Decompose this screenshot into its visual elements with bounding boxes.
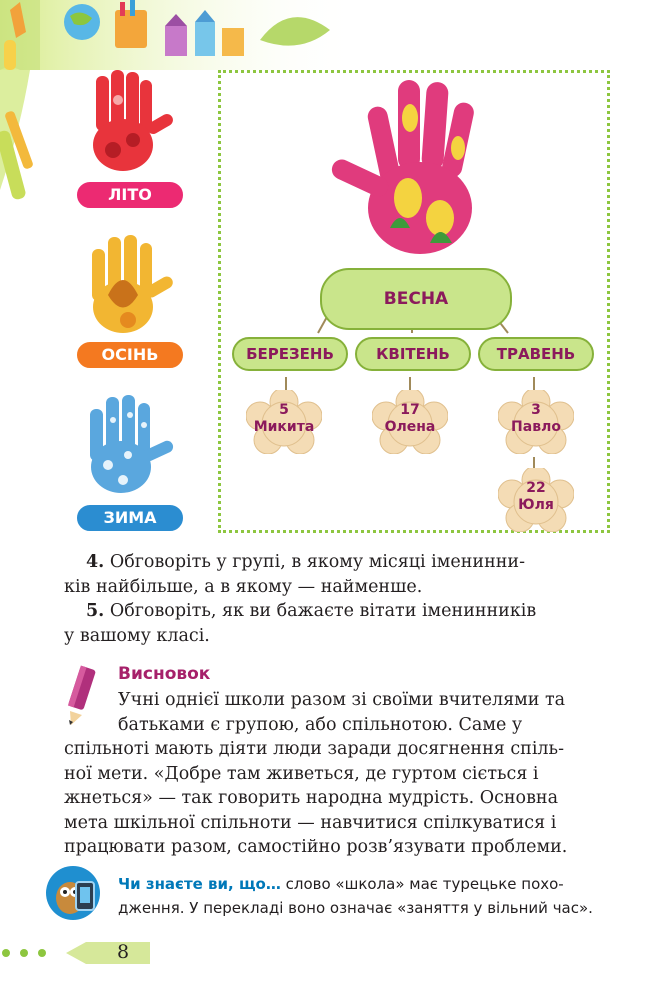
conclusion-line: жнеться» — так говорить народна мудрість. Основна bbox=[64, 788, 559, 808]
month-node-april: КВІТЕНЬ bbox=[355, 337, 471, 371]
conclusion-line: мета шкільної спільноти — навчитися спілкуватися і bbox=[64, 812, 557, 833]
birthday-name: Павло bbox=[511, 419, 561, 435]
task-item bbox=[64, 599, 616, 624]
task-text-cont: ків найбільше, а в якому — найменше. bbox=[64, 576, 423, 597]
birthday-day: 17 bbox=[400, 402, 420, 418]
spring-hand-image bbox=[330, 78, 505, 258]
month-node-may: ТРАВЕНЬ bbox=[478, 337, 594, 371]
task-text: Обговоріть, як ви бажаєте вітати іменинників bbox=[109, 601, 537, 621]
page-number: 8 bbox=[116, 941, 130, 963]
conclusion-line: батьками є групою, або спільнотою. Саме у bbox=[118, 714, 523, 735]
did-you-know bbox=[118, 872, 618, 920]
did-you-know-text: дження. У перекладі воно означає «заняття у вільний час». bbox=[118, 899, 593, 917]
autumn-hand-image bbox=[78, 235, 178, 340]
conclusion-title: Висновок bbox=[118, 664, 211, 684]
birthday-day: 22 bbox=[526, 480, 546, 496]
birthday-flower bbox=[246, 390, 322, 454]
season-label-summer: ЛІТО bbox=[75, 180, 185, 210]
birthday-day: 3 bbox=[531, 402, 541, 418]
owl-tablet-icon bbox=[40, 862, 106, 924]
conclusion-line: ної мети. «Добре там живеться, де гуртом сіється і bbox=[64, 763, 539, 784]
conclusion-line: Учні однієї школи разом зі своїми вчителями та bbox=[118, 690, 566, 710]
task-number: 5. bbox=[86, 601, 105, 621]
birthday-flower bbox=[372, 390, 448, 454]
task-list bbox=[64, 550, 616, 648]
task-item bbox=[64, 550, 616, 575]
conclusion-line: працювати разом, самостійно розв’язувати проблеми. bbox=[64, 837, 568, 857]
did-you-know-lead: Чи знаєте ви, що… bbox=[118, 875, 281, 893]
winter-hand-image bbox=[78, 395, 178, 500]
birthday-day: 5 bbox=[279, 402, 289, 418]
conclusion-body bbox=[64, 688, 616, 860]
birthday-flower bbox=[498, 390, 574, 454]
month-node-march: БЕРЕЗЕНЬ bbox=[232, 337, 348, 371]
task-text: Обговоріть у групі, в якому місяці іменинни- bbox=[109, 552, 525, 572]
conclusion-line: спільноті мають діяти люди заради досягнення спіль- bbox=[64, 739, 564, 759]
season-label-autumn: ОСІНЬ bbox=[75, 340, 185, 370]
birthday-name: Юля bbox=[518, 497, 554, 513]
header-banner bbox=[0, 0, 360, 70]
spring-node: ВЕСНА bbox=[320, 268, 512, 330]
summer-hand-image bbox=[78, 70, 178, 180]
birthday-flower bbox=[498, 468, 574, 532]
did-you-know-text: слово «школа» має турецьке похо- bbox=[280, 875, 564, 893]
pencils-decoration bbox=[0, 70, 40, 230]
season-label-winter: ЗИМА bbox=[75, 503, 185, 533]
task-text-cont: у вашому класі. bbox=[64, 625, 210, 646]
task-number: 4. bbox=[86, 552, 105, 572]
birthday-name: Микита bbox=[253, 419, 315, 435]
birthday-name: Олена bbox=[384, 419, 436, 435]
